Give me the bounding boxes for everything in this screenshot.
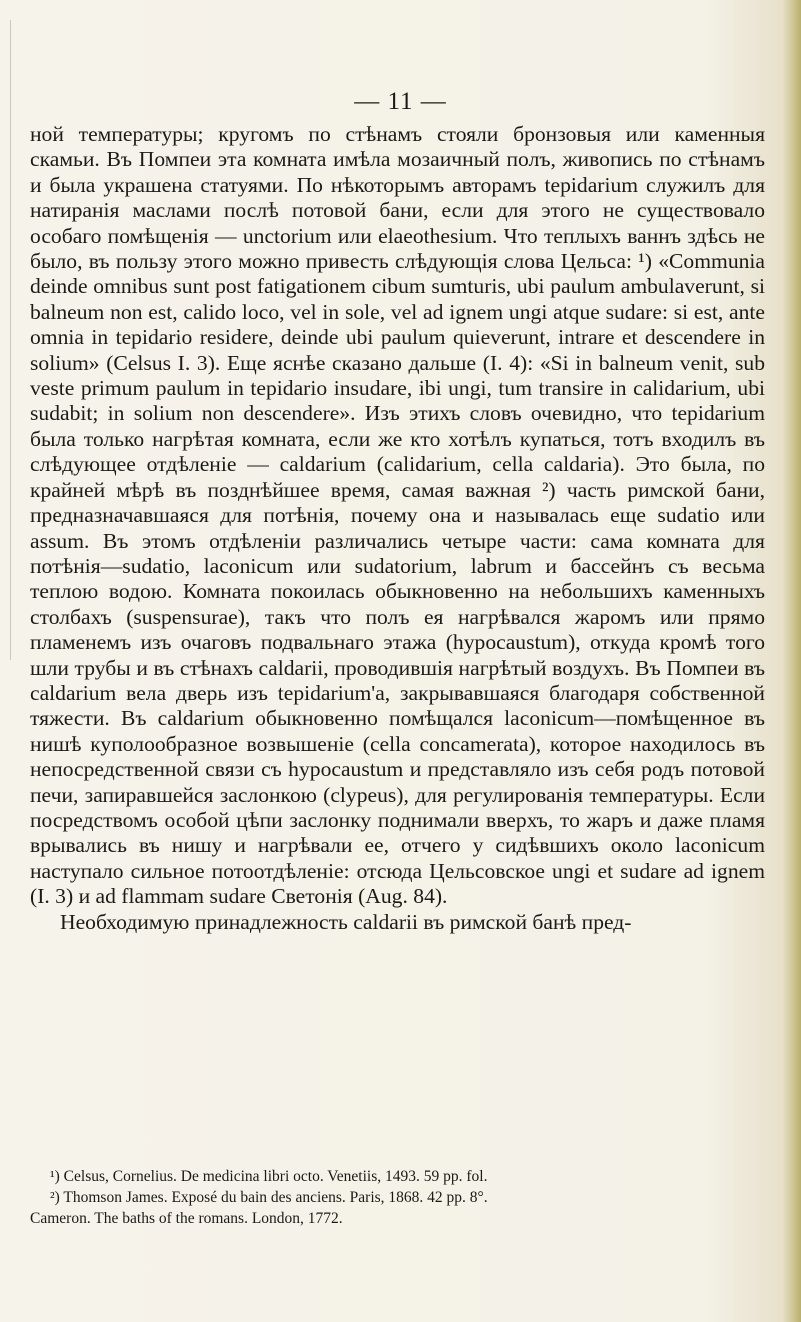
paragraph-new: Необходимую принадлежность caldarii въ римской банѣ пред- [60, 909, 632, 934]
footnotes [30, 1166, 765, 1229]
footnote-2-continued: Cameron. The baths of the romans. London, 1772. [30, 1210, 343, 1227]
margin-rule [10, 20, 11, 660]
paragraph-continued: ной температуры; кругомъ по стѣнамъ стояли бронзовыя или каменныя скамьи. Въ Помпеи эта комната имѣла мозаичный полъ, живопись по стѣнамъ и была украшена статуями. По нѣкоторымъ авторамъ tepidarium служилъ для натиранія маслами послѣ потовой бани, если для этого не существовало особаго помѣщенія — unctorium или elaeothesium. Что теплыхъ ваннъ здѣсь не было, въ пользу этого можно привесть слѣдующія слова Цельса: ¹) «Communia deinde omnibus sunt post fatigationem cibum sumturis, ubi paulum ambulaverunt, si balneum non est, calido loco, vel in sole, vel ad ignem ungi atque sudare: si est, ante omnia in tepidario residere, deinde ubi paulum quieverunt, intrare et descendere in solium» (Celsus I. 3). Еще яснѣе сказано дальше (I. 4): «Si in balneum venit, sub veste primum paulum in tepidario insudare, ibi ungi, tum transire in calidarium, ubi sudabit; in solium non descendere». Изъ этихъ словъ очевидно, что tepidarium была только нагрѣтая комната, если же кто хотѣлъ купаться, тотъ входилъ въ слѣдующее отдѣленіе — caldarium (calidarium, cella caldaria). Это была, по крайней мѣрѣ въ позднѣйшее время, самая важная ²) часть римской бани, предназначавшаяся для потѣнія, почему она и называлась еще sudatio или assum. Въ этомъ отдѣленіи различались четыре части: сама комната для потѣнія—sudatio, laconicum или sudatorium, labrum и бассейнъ съ весьма теплою водою. Комната покоилась обыкновенно на небольшихъ каменныхъ столбахъ (suspensurae), такъ что полъ ея нагрѣвался жаромъ или прямо пламенемъ изъ очаговъ подвальнаго этажа (hypocaustum), откуда кромѣ того шли трубы и въ стѣнахъ caldarii, проводившія нагрѣтый воздухъ. Въ Помпеи въ caldarium вела дверь изъ tepidarium'а, закрывавшаяся благодаря собственной тяжести. Въ caldarium обыкновенно помѣщался laconicum—помѣщенное въ нишѣ куполообразное возвышеніе (cella concamerata), которое находилось въ непосредственной связи съ hypocaustum и представляло изъ себя родъ потовой печи, запиравшейся заслонкою (clypeus), для регулированія температуры. Если посредствомъ особой цѣпи заслонку поднимали вверхъ, то жаръ и даже пламя врывались въ нишу и нагрѣвали ее, отчего у сидѣвшихъ около laconicum наступало сильное потоотдѣленіе: отсюда Цельсовское ungi et sudare ad ignem (I. 3) и ad flammam sudare Светонія (Aug. 84). [30, 122, 765, 909]
page-number: — 11 — [354, 88, 447, 115]
footnote-2: ²) Thomson James. Exposé du bain des anciens. Paris, 1868. 42 pp. 8°. [50, 1189, 488, 1206]
page-edge-shadow [783, 0, 801, 1322]
footnote-1: ¹) Celsus, Cornelius. De medicina libri octo. Venetiis, 1493. 59 pp. fol. [50, 1168, 488, 1185]
main-text [30, 122, 765, 935]
